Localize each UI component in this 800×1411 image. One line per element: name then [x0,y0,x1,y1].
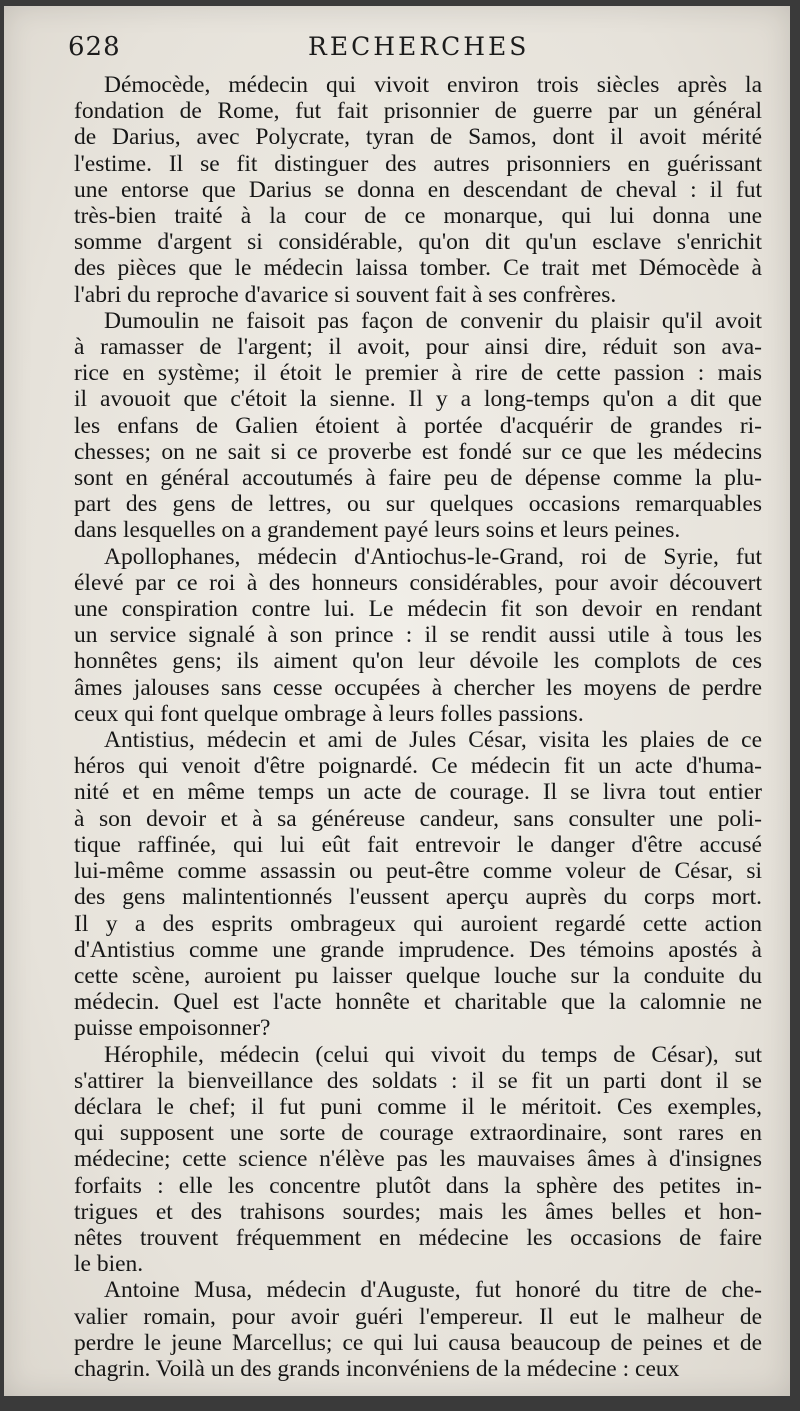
text-line: de Darius, avec Polycrate, tyran de Samos, dont il avoit mérité [74,124,762,151]
paragraph [74,308,762,544]
paragraph [74,72,762,308]
text-line: rice en système; il étoit le premier à rire de cette passion : mais [74,360,762,387]
text-line: des pièces que le médecin laissa tomber. Ce trait met Démocède à [74,255,762,282]
page-header [68,32,750,66]
text-line: chagrin. Voilà un des grands inconvéniens de la médecine : ceux [74,1355,680,1382]
text-line: perdre le jeune Marcellus; ce qui lui causa beaucoup de peines et de [74,1329,762,1356]
text-line: tique raffinée, qui lui eût fait entrevoir le danger d'être accusé [74,831,762,858]
text-line: nêtes trouvent fréquemment en médecine les occasions de faire [74,1224,762,1251]
text-line: somme d'argent si considérable, qu'on dit qu'un esclave s'enrichit [74,229,762,256]
text-line: il avouoit que c'étoit la sienne. Il y a long-temps qu'on a dit que [74,386,762,413]
text-line: part des gens de lettres, ou sur quelques occasions remarquables [74,491,762,518]
text-line: s'attirer la bienveillance des soldats : il se fit un parti dont il se [74,1067,762,1094]
paragraph [74,1042,762,1278]
text-line: le bien. [74,1251,144,1278]
text-line: honnêtes gens; ils aiment qu'on leur dévoile les complots de ces [74,648,762,675]
text-line: des gens malintentionnés l'eussent aperçu auprès du corps mort. [74,884,762,911]
text-line: Dumoulin ne faisoit pas façon de convenir du plaisir qu'il avoit [104,307,762,334]
paragraph [74,544,762,727]
text-line: nité et en même temps un acte de courage. Il se livra tout entier [74,779,762,806]
text-line: Il y a des esprits ombrageux qui auroient regardé cette action [74,910,762,937]
text-line: dans lesquelles on a grandement payé leurs soins et leurs peines. [74,517,681,544]
text-line: sont en général accoutumés à faire peu de dépense comme la plu- [74,465,762,492]
paragraph [74,727,762,1041]
text-line: Antoine Musa, médecin d'Auguste, fut honoré du titre de che- [104,1277,762,1304]
body-text [74,72,762,1382]
text-line: à son devoir et à sa généreuse candeur, sans consulter une poli- [74,805,762,832]
book-page [4,6,790,1396]
running-title: RECHERCHES [308,32,530,61]
text-line: médecine; cette science n'élève pas les mauvaises âmes à d'insignes [74,1146,762,1173]
text-line: valier romain, pour avoir guéri l'empereur. Il eut le malheur de [74,1303,762,1330]
text-line: cette scène, auroient pu laisser quelque louche sur la conduite du [74,962,762,989]
text-line: Hérophile, médecin (celui qui vivoit du temps de César), sut [104,1041,762,1068]
text-line: un service signalé à son prince : il se rendit aussi utile à tous les [74,622,762,649]
text-line: déclara le chef; il fut puni comme il le méritoit. Ces exemples, [74,1093,762,1120]
text-line: forfaits : elle les concentre plutôt dans la sphère des petites in- [74,1172,762,1199]
text-line: âmes jalouses sans cesse occupées à chercher les moyens de perdre [74,674,762,701]
text-line: l'estime. Il se fit distinguer des autres prisonniers en guérissant [74,150,762,177]
text-line: ceux qui font quelque ombrage à leurs folles passions. [74,700,584,727]
text-line: élevé par ce roi à des honneurs considérables, pour avoir découvert [74,569,762,596]
text-line: à ramasser de l'argent; il avoit, pour ainsi dire, réduit son ava- [74,334,762,361]
text-line: qui supposent une sorte de courage extraordinaire, sont rares en [74,1120,762,1147]
text-line: lui-même comme assassin ou peut-être comme voleur de César, si [74,858,762,885]
text-line: d'Antistius comme une grande imprudence. Des témoins apostés à [74,936,762,963]
page-number: 628 [68,32,121,62]
text-line: les enfans de Galien étoient à portée d'acquérir de grandes ri- [74,412,762,439]
text-line: Démocède, médecin qui vivoit environ trois siècles après la [104,72,762,98]
text-line: chesses; on ne sait si ce proverbe est fondé sur ce que les médecins [74,438,762,465]
text-line: trigues et des trahisons sourdes; mais les âmes belles et hon- [74,1198,762,1225]
text-line: très-bien traité à la cour de ce monarque, qui lui donna une [74,203,762,230]
paragraph [74,1277,762,1382]
text-line: héros qui venoit d'être poignardé. Ce médecin fit un acte d'huma- [74,753,762,780]
text-line: médecin. Quel est l'acte honnête et charitable que la calomnie ne [74,989,762,1016]
text-line: Antistius, médecin et ami de Jules César, visita les plaies de ce [104,727,762,754]
text-line: une conspiration contre lui. Le médecin fit son devoir en rendant [74,596,762,623]
text-line: l'abri du reproche d'avarice si souvent fait à ses confrères. [74,281,617,308]
text-line: Apollophanes, médecin d'Antiochus-le-Grand, roi de Syrie, fut [104,543,762,570]
text-line: une entorse que Darius se donna en descendant de cheval : il fut [74,176,762,203]
text-line: fondation de Rome, fut fait prisonnier de guerre par un général [74,98,762,125]
text-line: puisse empoisonner? [74,1015,271,1042]
